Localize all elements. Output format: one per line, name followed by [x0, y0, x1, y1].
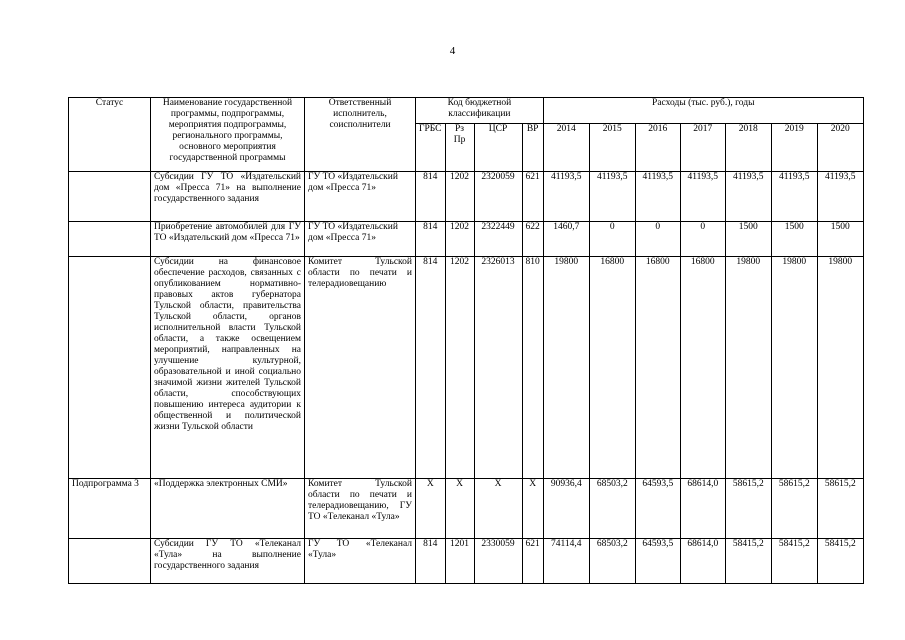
header-code-group: Код бюджетной классификации: [416, 98, 544, 124]
row-status: [69, 257, 151, 479]
header-status: Статус: [69, 98, 151, 172]
header-year: 2020: [817, 124, 863, 172]
row-responsible: Комитет Тульской области по печати и телерадиовещанию: [305, 257, 416, 479]
row-name: Субсидии на финансовое обеспечение расходов, связанных с опубликованием нормативно-правовых актов губернатора Тульской области, правительства Тульской области, органов исполнительной власти Тульской области, а также освещением мероприятий, направленных на улучшение культурной, образовательной и иной социально значимой жизни жителей Тульской области, способствующих повышению интереса аудитории к общественной и политической жизни Тульской области: [151, 257, 305, 479]
row-value: 58415,2: [725, 539, 771, 584]
header-year: 2017: [680, 124, 725, 172]
row-status: [69, 539, 151, 584]
header-name: Наименование государственной программы, подпрограммы, мероприятия подпрограммы, регионального программы, основного мероприятия государственной программы: [151, 98, 305, 172]
row-rzpr: 1202: [445, 257, 474, 479]
row-value: 68503,2: [589, 479, 635, 539]
row-csr: 2322449: [474, 222, 522, 257]
row-responsible: ГУ ТО «Издательский дом «Пресса 71»: [305, 222, 416, 257]
row-value: 64593,5: [635, 479, 680, 539]
header-year: 2018: [725, 124, 771, 172]
row-vr: Х: [522, 479, 543, 539]
row-rzpr: 1201: [445, 539, 474, 584]
header-year: 2019: [771, 124, 817, 172]
table-row: [69, 539, 864, 584]
header-responsible: Ответственный исполнитель, соисполнители: [305, 98, 416, 172]
header-code-col: Рз Пр: [445, 124, 474, 172]
row-responsible: Комитет Тульской области по печати и телерадиовещанию, ГУ ТО «Телеканал «Тула»: [305, 479, 416, 539]
header-year: 2016: [635, 124, 680, 172]
page-number: 4: [449, 45, 456, 57]
row-name: Субсидии ГУ ТО «Телеканал «Тула» на выполнение государственного задания: [151, 539, 305, 584]
row-value: 68614,0: [680, 479, 725, 539]
row-value: 16800: [680, 257, 725, 479]
row-value: 19800: [725, 257, 771, 479]
row-vr: 622: [522, 222, 543, 257]
header-code-col: ГРБС: [416, 124, 446, 172]
row-value: 64593,5: [635, 539, 680, 584]
row-name: «Поддержка электронных СМИ»: [151, 479, 305, 539]
row-value: 41193,5: [817, 172, 863, 222]
row-name: Субсидии ГУ ТО «Издательский дом «Пресса 71» на выполнение государственного задания: [151, 172, 305, 222]
table-row: [69, 479, 864, 539]
header-code-col: ЦСР: [474, 124, 522, 172]
budget-table: [68, 97, 864, 584]
row-value: 0: [589, 222, 635, 257]
row-status: [69, 222, 151, 257]
row-value: 41193,5: [725, 172, 771, 222]
row-value: 41193,5: [635, 172, 680, 222]
row-csr: 2320059: [474, 172, 522, 222]
row-grbs: 814: [416, 172, 446, 222]
row-value: 0: [680, 222, 725, 257]
row-value: 90936,4: [543, 479, 589, 539]
row-csr: 2326013: [474, 257, 522, 479]
row-rzpr: Х: [445, 479, 474, 539]
row-rzpr: 1202: [445, 172, 474, 222]
row-value: 58415,2: [817, 539, 863, 584]
row-responsible: ГУ ТО «Телеканал «Тула»: [305, 539, 416, 584]
row-value: 1500: [817, 222, 863, 257]
row-vr: 810: [522, 257, 543, 479]
row-grbs: 814: [416, 539, 446, 584]
table-row: [69, 222, 864, 257]
row-value: 1500: [725, 222, 771, 257]
header-code-col: ВР: [522, 124, 543, 172]
row-vr: 621: [522, 172, 543, 222]
row-rzpr: 1202: [445, 222, 474, 257]
row-value: 16800: [635, 257, 680, 479]
row-value: 1460,7: [543, 222, 589, 257]
row-status: Подпрограмма 3: [69, 479, 151, 539]
row-value: 68503,2: [589, 539, 635, 584]
row-value: 58415,2: [771, 539, 817, 584]
row-grbs: 814: [416, 257, 446, 479]
header-expenses-group: Расходы (тыс. руб.), годы: [543, 98, 863, 124]
row-vr: 621: [522, 539, 543, 584]
table-row: [69, 172, 864, 222]
table-row: [69, 257, 864, 479]
row-csr: Х: [474, 479, 522, 539]
row-name: Приобретение автомобилей для ГУ ТО «Издательский дом «Пресса 71»: [151, 222, 305, 257]
row-value: 41193,5: [680, 172, 725, 222]
row-grbs: 814: [416, 222, 446, 257]
header-year: 2014: [543, 124, 589, 172]
row-value: 68614,0: [680, 539, 725, 584]
row-value: 41193,5: [589, 172, 635, 222]
header-row-1: [69, 98, 864, 124]
row-value: 0: [635, 222, 680, 257]
row-value: 1500: [771, 222, 817, 257]
row-csr: 2330059: [474, 539, 522, 584]
row-value: 41193,5: [543, 172, 589, 222]
header-year: 2015: [589, 124, 635, 172]
row-value: 19800: [771, 257, 817, 479]
row-status: [69, 172, 151, 222]
row-responsible: ГУ ТО «Издательский дом «Пресса 71»: [305, 172, 416, 222]
row-value: 58615,2: [725, 479, 771, 539]
row-value: 74114,4: [543, 539, 589, 584]
row-value: 19800: [817, 257, 863, 479]
row-grbs: Х: [416, 479, 446, 539]
row-value: 58615,2: [771, 479, 817, 539]
row-value: 41193,5: [771, 172, 817, 222]
row-value: 19800: [543, 257, 589, 479]
row-value: 16800: [589, 257, 635, 479]
row-value: 58615,2: [817, 479, 863, 539]
